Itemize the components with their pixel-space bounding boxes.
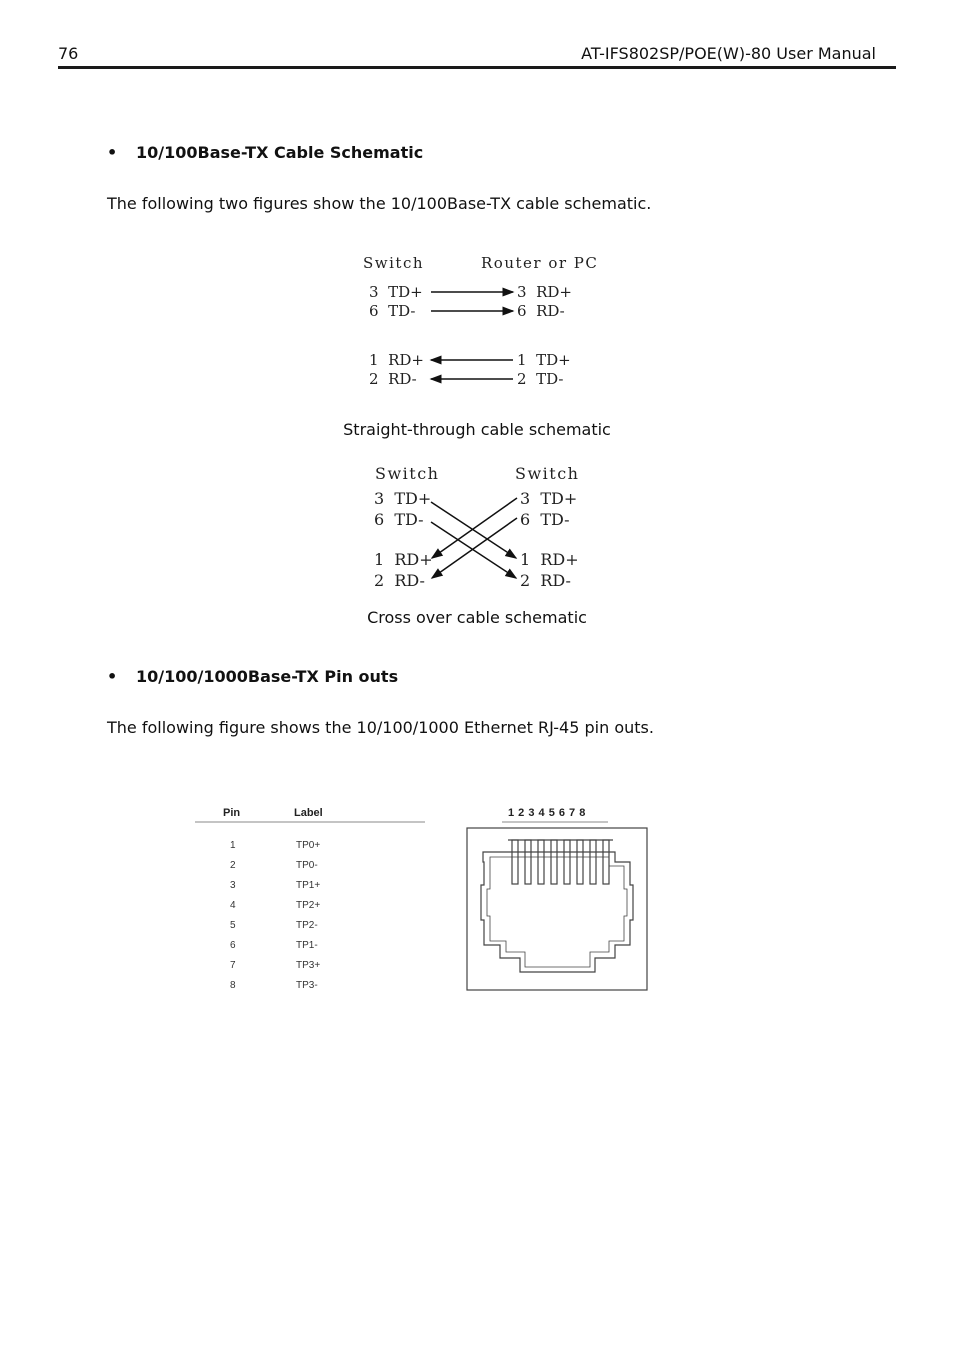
pin-number: 1 xyxy=(230,840,236,851)
straight-left-pin: 1 RD+ xyxy=(369,351,424,369)
page-number: 76 xyxy=(58,44,79,63)
cross-wire-arrow xyxy=(432,498,517,558)
pinout-intro-paragraph: The following figure shows the 10/100/1000 Ethernet RJ-45 pin outs. xyxy=(107,718,654,737)
straight-right-pin: 1 TD+ xyxy=(517,351,571,369)
straight-through-diagram xyxy=(355,248,625,398)
straight-right-title: Router or PC xyxy=(481,254,599,272)
pin-label: TP2- xyxy=(296,920,318,931)
straight-left-pin: 3 TD+ xyxy=(369,283,423,301)
pin-number: 8 xyxy=(230,980,236,991)
pin-number: 5 xyxy=(230,920,236,931)
pin-label: TP3- xyxy=(296,980,318,991)
straight-through-caption: Straight-through cable schematic xyxy=(343,420,611,439)
cross-right-title: Switch xyxy=(515,464,580,483)
cross-right-pin: 2 RD- xyxy=(520,571,571,590)
pin-label: TP3+ xyxy=(296,960,321,971)
straight-left-pin: 2 RD- xyxy=(369,370,417,388)
jack-pin-numbers: 1 2 3 4 5 6 7 8 xyxy=(508,807,586,819)
label-column-header: Label xyxy=(294,807,323,819)
bullet: • xyxy=(107,143,118,162)
header-rule xyxy=(58,66,896,69)
pin-number: 7 xyxy=(230,960,236,971)
cross-wire-arrow xyxy=(432,518,517,578)
intro-paragraph: The following two figures show the 10/100Base-TX cable schematic. xyxy=(107,194,652,213)
pin-label: TP0+ xyxy=(296,840,321,851)
pin-number: 2 xyxy=(230,860,236,871)
pin-number: 4 xyxy=(230,900,236,911)
pin-column-header: Pin xyxy=(223,807,241,819)
section-heading-pin-outs xyxy=(107,667,398,686)
straight-right-pin: 2 TD- xyxy=(517,370,564,388)
pin-number: 6 xyxy=(230,940,236,951)
crossover-caption: Cross over cable schematic xyxy=(367,608,587,627)
crossover-diagram xyxy=(365,458,600,598)
pinout-table xyxy=(230,840,320,991)
pin-label: TP1+ xyxy=(296,880,321,891)
straight-right-pin: 6 RD- xyxy=(517,302,565,320)
cross-left-pin: 6 TD- xyxy=(374,510,424,529)
cross-left-pin: 1 RD+ xyxy=(374,550,433,569)
document-title: AT-IFS802SP/POE(W)-80 User Manual xyxy=(581,44,876,63)
cross-left-title: Switch xyxy=(375,464,440,483)
rj45-pinout-figure xyxy=(190,800,655,995)
straight-right-pin: 3 RD+ xyxy=(517,283,572,301)
rj45-jack-icon xyxy=(467,828,647,990)
pin-label: TP0- xyxy=(296,860,318,871)
cross-left-pin: 2 RD- xyxy=(374,571,425,590)
straight-left-pin: 6 TD- xyxy=(369,302,416,320)
cross-right-pin: 6 TD- xyxy=(520,510,570,529)
pin-number: 3 xyxy=(230,880,236,891)
bullet: • xyxy=(107,667,118,686)
pin-label: TP1- xyxy=(296,940,318,951)
cross-right-pin: 3 TD+ xyxy=(520,489,578,508)
cross-right-pin: 1 RD+ xyxy=(520,550,579,569)
section-heading-cable-schematic xyxy=(107,143,423,162)
straight-left-title: Switch xyxy=(363,254,425,272)
section-heading-text: 10/100Base-TX Cable Schematic xyxy=(136,143,424,162)
section-heading-text: 10/100/1000Base-TX Pin outs xyxy=(136,667,399,686)
cross-left-pin: 3 TD+ xyxy=(374,489,432,508)
pin-label: TP2+ xyxy=(296,900,321,911)
